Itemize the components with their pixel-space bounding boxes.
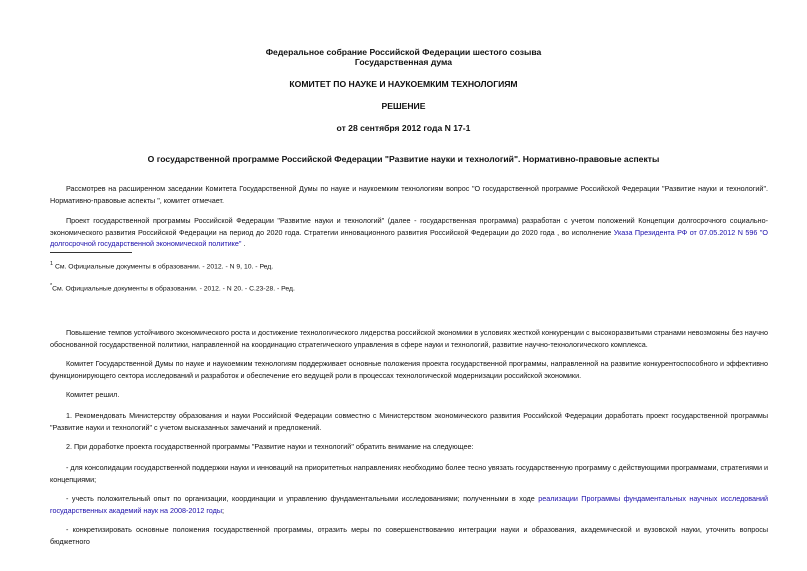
paragraph-2-tail: . bbox=[241, 239, 246, 248]
header-duma: Государственная дума bbox=[354, 57, 453, 67]
paragraph-10 bbox=[50, 524, 768, 547]
paragraph-2 bbox=[50, 215, 768, 250]
paragraph-6 bbox=[50, 410, 768, 433]
document-title: О государственной программе Российской Федерации "Развитие науки и технологий". Нормативно-правовые аспекты bbox=[147, 154, 660, 164]
paragraph-9 bbox=[50, 493, 768, 516]
paragraph-10-text: - конкретизировать основные положения государственной программы, отразить меры по совершенствованию интеграции науки и образования, академической и вузовской науки, уточнить вопросы бюджетного bbox=[50, 525, 768, 546]
presidential-decree-link[interactable]: Указа Президента РФ от 07.05.2012 N 596 "О долгосрочной государственной экономической политике" bbox=[50, 227, 768, 248]
paragraph-4 bbox=[50, 358, 768, 381]
paragraph-1 bbox=[50, 183, 768, 206]
paragraph-4-text: Комитет Государственной Думы по науке и наукоемким технологиям поддерживает основные положения проекта государственной программы, направленной на развитие конкурентоспособного и эффективно функционирующего сектора исследований и разработок и обеспечение его ведущей роли в процессах технологической модернизации российской экономики. bbox=[50, 359, 768, 380]
paragraph-9-text: - учесть положительный опыт по организации, координации и управлению фундаментальными исследованиями; полученными в ходе bbox=[66, 494, 539, 503]
paragraph-1-text: Рассмотрев на расширенном заседании Комитета Государственной Думы по науке и наукоемким технологиям вопрос "О государственной программе Российской Федерации "Развитие науки и технологий". Нормативно-правовые аспекты ", комитет отмечает. bbox=[50, 184, 768, 205]
header-committee: КОМИТЕТ ПО НАУКЕ И НАУКОЕМКИМ ТЕХНОЛОГИЯМ bbox=[289, 79, 518, 89]
header-parliament: Федеральное собрание Российской Федерации шестого созыва bbox=[265, 47, 542, 57]
paragraph-5-text: Комитет решил. bbox=[66, 390, 120, 399]
paragraph-3 bbox=[50, 327, 768, 350]
footnote-2-mark: * bbox=[50, 283, 53, 289]
footnote-separator bbox=[50, 252, 132, 253]
academy-program-link[interactable]: реализации Программы фундаментальных научных исследований государственных академий наук на 2008-2012 годы bbox=[50, 494, 768, 515]
paragraph-8-text: - для консолидации государственной поддержки науки и инноваций на приоритетных направлениях необходимо более тесно увязать государственную программу с действующими программами, стратегиями и концепциями; bbox=[50, 463, 768, 484]
paragraph-5 bbox=[50, 389, 768, 401]
footnote-2 bbox=[50, 281, 750, 294]
paragraph-9-tail: ; bbox=[222, 505, 224, 515]
paragraph-8 bbox=[50, 462, 768, 485]
footnote-1 bbox=[50, 259, 750, 272]
paragraph-3-text: Повышение темпов устойчивого экономического роста и достижение технологического лидерства российской экономики в условиях жесткой конкуренции с высокоразвитыми странами невозможны без научно обоснованной государственной политики, направленной на координацию стратегического управления в сфере науки и технологий, развитие научно-технологического комплекса. bbox=[50, 328, 768, 349]
footnote-1-text: См. Официальные документы в образовании. - 2012. - N 9, 10. - Ред. bbox=[54, 263, 274, 271]
footnote-2-text: См. Официальные документы в образовании. - 2012. - N 20. - С.23-28. - Ред. bbox=[52, 285, 295, 293]
paragraph-6-text: 1. Рекомендовать Министерству образования и науки Российской Федерации совместно с Министерством экономического развития Российской Федерации доработать проект государственной программы "Развитие науки и технологий" с учетом высказанных замечаний и предложений. bbox=[50, 411, 768, 432]
paragraph-7 bbox=[50, 441, 768, 453]
paragraph-7-text: 2. При доработке проекта государственной программы "Развитие науки и технологий" обратить внимание на следующее: bbox=[66, 442, 474, 451]
header-doc-type: РЕШЕНИЕ bbox=[381, 101, 426, 111]
paragraph-2-text: Проект государственной программы Российской Федерации "Развитие науки и технологий" (далее - государственная программа) разработан с учетом положений Концепции долгосрочного социально-экономического развития Российской Федерации на период до 2020 года. Стратегии инновационного развития Российской Федерации до 2020 года , во исполнение bbox=[50, 216, 768, 237]
header-date-number: от 28 сентября 2012 года N 17-1 bbox=[336, 123, 471, 133]
footnote-1-mark: 1 bbox=[50, 261, 54, 267]
